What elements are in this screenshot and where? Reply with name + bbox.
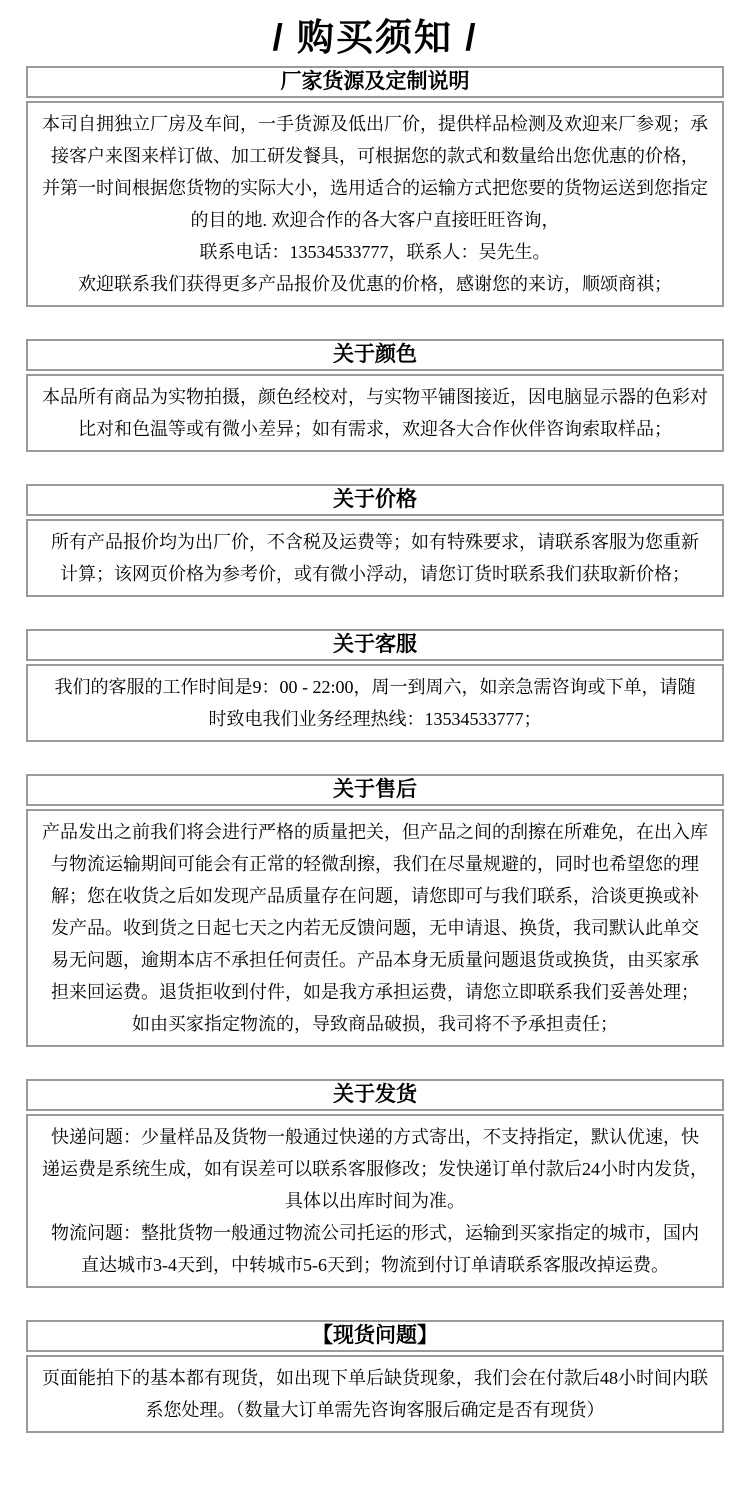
notice-line: 欢迎联系我们获得更多产品报价及优惠的价格，感谢您的来访，顺颂商祺；: [78, 274, 672, 294]
section-header-shipping: 关于发货: [26, 1079, 724, 1111]
section-body-stock: [26, 1355, 724, 1433]
notice-line: 的目的地. 欢迎合作的各大客户直接旺旺咨询，: [190, 210, 560, 230]
notice-line: 担来回运费。退货拒收到付件，如是我方承担运费，请您立即联系我们妥善处理；: [51, 982, 699, 1002]
section-header-color: 关于颜色: [26, 339, 724, 371]
notice-line: 发产品。收到货之日起七天之内若无反馈问题，无申请退、换货，我司默认此单交: [51, 918, 699, 938]
section-header-factory-supply: 厂家货源及定制说明: [26, 66, 724, 98]
notice-line: 快递问题：少量样品及货物一般通过快递的方式寄出，不支持指定，默认优速，快: [51, 1127, 699, 1147]
notice-line: 页面能拍下的基本都有现货，如出现下单后缺货现象，我们会在付款后48小时间内联: [42, 1368, 708, 1388]
section-header-price: 关于价格: [26, 484, 724, 516]
notice-line: 解；您在收货之后如发现产品质量存在问题，请您即可与我们联系，洽谈更换或补: [51, 886, 699, 906]
page-title: / 购买须知 /: [272, 17, 478, 58]
section-body-price: [26, 519, 724, 597]
notice-line: 比对和色温等或有微小差异；如有需求，欢迎各大合作伙伴咨询索取样品；: [78, 419, 672, 439]
notice-line: 所有产品报价均为出厂价，不含税及运费等；如有特殊要求，请联系客服为您重新: [51, 532, 699, 552]
notice-line: 易无问题，逾期本店不承担任何责任。产品本身无质量问题退货或换货，由买家承: [51, 950, 699, 970]
notice-line: 本司自拥独立厂房及车间，一手货源及低出厂价，提供样品检测及欢迎来厂参观；承: [42, 114, 708, 134]
notice-line: 联系电话：13534533777，联系人：吴先生。: [199, 242, 551, 262]
section-shipping: [26, 1079, 724, 1288]
section-body-factory-supply: [26, 101, 724, 307]
section-header-after-sale: 关于售后: [26, 774, 724, 806]
notice-line: 递运费是系统生成，如有误差可以联系客服修改；发快递订单付款后24小时内发货，: [42, 1159, 708, 1179]
section-body-customer-service: [26, 664, 724, 742]
notice-line: 本品所有商品为实物拍摄，颜色经校对，与实物平铺图接近，因电脑显示器的色彩对: [42, 387, 708, 407]
section-body-color: [26, 374, 724, 452]
notice-line: 接客户来图来样订做、加工研发餐具，可根据您的款式和数量给出您优惠的价格，: [51, 146, 699, 166]
notice-line: 直达城市3-4天到，中转城市5-6天到；物流到付订单请联系客服改掉运费。: [81, 1255, 669, 1275]
notice-line: 计算；该网页价格为参考价，或有微小浮动，请您订货时联系我们获取新价格；: [60, 564, 690, 584]
section-after-sale: [26, 774, 724, 1047]
section-header-stock: 【现货问题】: [26, 1320, 724, 1352]
notice-line: 与物流运输期间可能会有正常的轻微刮擦，我们在尽量规避的，同时也希望您的理: [51, 854, 699, 874]
notice-line: 时致电我们业务经理热线：13534533777；: [208, 709, 542, 729]
section-body-shipping: [26, 1114, 724, 1288]
section-customer-service: [26, 629, 724, 742]
notice-line: 我们的客服的工作时间是9：00 - 22:00，周一到周六，如亲急需咨询或下单，请随: [54, 677, 696, 697]
notice-line: 具体以出库时间为准。: [285, 1191, 465, 1211]
notice-line: 物流问题：整批货物一般通过物流公司托运的形式，运输到买家指定的城市，国内: [51, 1223, 699, 1243]
section-body-after-sale: [26, 809, 724, 1047]
section-header-customer-service: 关于客服: [26, 629, 724, 661]
notice-line: 系您处理。（数量大订单需先咨询客服后确定是否有现货）: [145, 1400, 605, 1420]
notice-line: 并第一时间根据您货物的实际大小，选用适合的运输方式把您要的货物运送到您指定: [42, 178, 708, 198]
section-stock: [26, 1320, 724, 1433]
section-factory-supply: [26, 66, 724, 307]
notice-line: 如由买家指定物流的，导致商品破损，我司将不予承担责任；: [132, 1014, 618, 1034]
section-price: [26, 484, 724, 597]
section-color: [26, 339, 724, 452]
notice-line: 产品发出之前我们将会进行严格的质量把关，但产品之间的刮擦在所难免，在出入库: [42, 822, 708, 842]
